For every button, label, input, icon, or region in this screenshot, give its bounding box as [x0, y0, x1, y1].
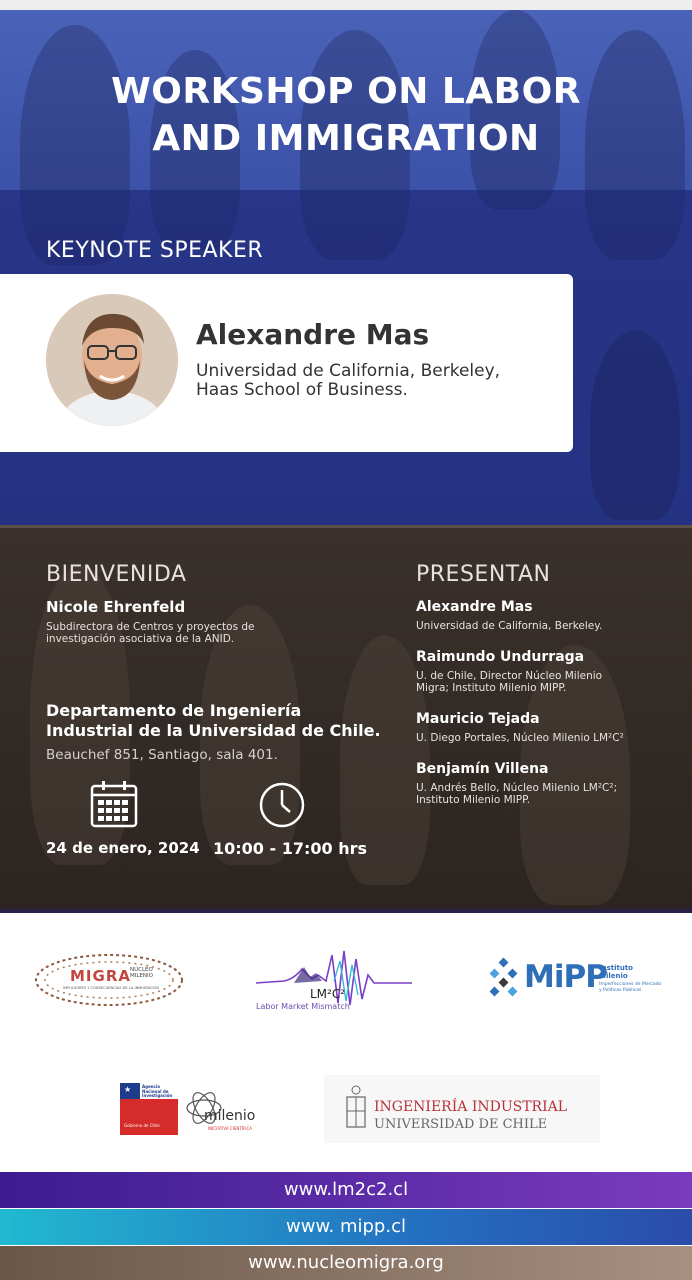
- anid-text: [142, 1085, 172, 1099]
- presenter-affiliation-line-2: Instituto Milenio MIPP.: [416, 794, 531, 806]
- anid-footer: Gobierno de Chile: [124, 1123, 160, 1128]
- migra-wordmark: MIGRA: [70, 967, 131, 985]
- ingenieria-logo: [324, 1075, 600, 1143]
- nucleomigra-link[interactable]: www.nucleomigra.org: [0, 1246, 692, 1280]
- presenter-affiliation-line-1: U. Andrés Bello, Núcleo Milenio LM²C²;: [416, 782, 618, 794]
- migra-subtitle: IMPULSORES Y CONSECUENCIAS DE LA INMIGRACIÓN: [62, 986, 160, 990]
- presenter-name: Benjamín Villena: [416, 761, 549, 777]
- presenter-affiliation-line-2: Migra; Instituto Milenio MIPP.: [416, 682, 567, 694]
- event-info-section: [0, 525, 692, 913]
- migra-tag: [130, 967, 153, 979]
- keynote-speaker-card: [0, 274, 573, 452]
- venue-line-2: Industrial de la Universidad de Chile.: [46, 721, 381, 740]
- lm2c2-link[interactable]: www.lm2c2.cl: [0, 1172, 692, 1208]
- migra-logo: [34, 953, 184, 1007]
- speaker-avatar: [46, 294, 178, 426]
- event-time: 10:00 - 17:00 hrs: [213, 839, 368, 858]
- section-divider: [0, 525, 692, 528]
- mipp-diamond-icon: [486, 957, 520, 1001]
- background-figure: [590, 330, 680, 520]
- clock-icon: [258, 781, 306, 829]
- presenter-name: Mauricio Tejada: [416, 711, 540, 727]
- mipp-line-2: Milenio: [599, 971, 628, 980]
- ingenieria-line-2: UNIVERSIDAD DE CHILE: [374, 1117, 548, 1132]
- mipp-wordmark: MiPP: [524, 959, 607, 995]
- welcome-role-line-2: investigación asociativa de la ANID.: [46, 633, 235, 645]
- calendar-icon: [89, 779, 139, 829]
- welcome-role: [46, 621, 255, 645]
- milenio-subtitle: INICIATIVA CIENTÍFICA: [208, 1126, 252, 1131]
- presenter-affiliation: Universidad de California, Berkeley.: [416, 620, 603, 632]
- lm2c2-subtitle: Labor Market Mismatch: [256, 1002, 350, 1011]
- anid-line-3: Investigación: [142, 1093, 173, 1098]
- event-date: 24 de enero, 2024: [46, 839, 200, 857]
- anid-logo: [120, 1083, 178, 1135]
- top-strip: [0, 0, 692, 10]
- mipp-line-4: y Políticas Públicas: [599, 987, 642, 993]
- mipp-line-3: Imperfecciones de Mercado: [599, 982, 662, 987]
- presenter-name: Raimundo Undurraga: [416, 649, 585, 665]
- mipp-logo: [486, 953, 666, 1005]
- keynote-label: KEYNOTE SPEAKER: [46, 238, 264, 263]
- presenter-affiliation: [416, 782, 617, 806]
- ingenieria-line-1: INGENIERÍA INDUSTRIAL: [374, 1099, 568, 1115]
- welcome-name: Nicole Ehrenfeld: [46, 598, 186, 616]
- mipp-subtitle: [599, 982, 661, 993]
- speaker-name: Alexandre Mas: [196, 318, 430, 351]
- speaker-affiliation: [196, 362, 500, 400]
- title-line-1: WORKSHOP ON LABOR: [111, 71, 581, 112]
- migra-tag-2: MILENIO: [130, 973, 153, 979]
- lm2c2-logo: [254, 945, 414, 1017]
- mipp-institute: [599, 965, 633, 980]
- welcome-role-line-1: Subdirectora de Centros y proyectos de: [46, 621, 255, 633]
- presenter-affiliation: U. Diego Portales, Núcleo Milenio LM²C²: [416, 732, 624, 744]
- title-line-2: AND IMMIGRATION: [152, 118, 540, 159]
- welcome-heading: BIENVENIDA: [46, 562, 187, 587]
- affiliation-line-1: Universidad de California, Berkeley,: [196, 361, 501, 381]
- presenter-name: Alexandre Mas: [416, 599, 533, 615]
- milenio-wordmark: milenio: [204, 1108, 256, 1124]
- venue-name: [46, 701, 406, 741]
- presenter-affiliation-line-1: U. de Chile, Director Núcleo Milenio: [416, 670, 603, 682]
- star-icon: ★: [124, 1085, 132, 1094]
- hero-section: [0, 10, 692, 525]
- venue-line-1: Departamento de Ingeniería: [46, 701, 302, 720]
- mipp-link[interactable]: www. mipp.cl: [0, 1209, 692, 1245]
- venue-address: Beauchef 851, Santiago, sala 401.: [46, 747, 278, 763]
- affiliation-line-2: Haas School of Business.: [196, 380, 408, 400]
- presenters-heading: PRESENTAN: [416, 562, 551, 587]
- anid-line-1: Agencia: [142, 1084, 160, 1089]
- speaker-photo-icon: [46, 294, 178, 426]
- lm2c2-wordmark: LM²C²: [310, 987, 346, 1001]
- anid-flag-red: [120, 1099, 178, 1135]
- migra-tag-1: NÚCLEO: [130, 967, 153, 973]
- mipp-line-1: Instituto: [599, 964, 633, 972]
- anid-line-2: Nacional de: [142, 1088, 169, 1094]
- sponsor-logos: [0, 913, 692, 1171]
- university-crest-icon: [344, 1085, 368, 1131]
- presenter-affiliation: [416, 670, 602, 694]
- page-title: [0, 68, 692, 162]
- milenio-logo: [182, 1088, 268, 1134]
